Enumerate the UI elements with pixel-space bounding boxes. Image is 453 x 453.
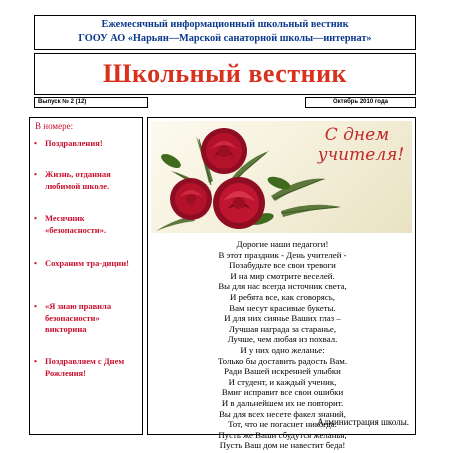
poem-line: Вам несут красивые букеты. <box>229 302 336 313</box>
issue-date: Октябрь 2010 года <box>305 97 416 108</box>
poem-line: Только бы доставить радость Вам. <box>217 355 348 366</box>
card-greeting-line-2: учителя! <box>317 145 405 165</box>
poem-line: Вы для всех несете факел знаний, <box>219 408 346 419</box>
toc-item-birthdays <box>34 356 140 379</box>
toc-item-label: Поздравляем с Днем Рожления! <box>45 356 125 378</box>
poem-line: Пусть Ваш дом не навестит беда! <box>219 440 346 451</box>
header-line-1: Ежемесячный информационный школьный вестник <box>101 19 349 30</box>
poem-line: Позабудьте все свои тревоги <box>229 260 336 271</box>
masthead <box>34 53 416 95</box>
toc-item-quiz <box>34 301 140 336</box>
header-line-2: ГООУ АО «Нарьян—Марской санаторной школы—интернат» <box>78 33 372 44</box>
toc-item-life <box>34 169 140 192</box>
poem-line: И для них сиянье Ваших глаз – <box>224 313 341 324</box>
teachers-day-card <box>151 121 412 233</box>
bullet-icon: • <box>34 301 37 311</box>
toc-item-label: «Я знаю правила безопасности» викторина <box>45 301 112 334</box>
poem-line: Ради Вашей искренней улыбки <box>224 366 341 377</box>
poem-line: Дорогие наши педагоги! <box>236 239 329 249</box>
poem-line: И в дальнейшем их не повторит. <box>221 397 344 408</box>
contents-heading: В номере: <box>35 121 74 131</box>
rose-bottom-right <box>213 177 265 229</box>
rose-bottom-left <box>170 178 212 220</box>
poem-line: И ребята все, как сговорясь, <box>230 291 335 302</box>
contents-sidebar <box>29 117 143 435</box>
toc-item-label: Сохраним тра-диции! <box>45 258 129 268</box>
poem-line: Тот, что не погаснет никогда. <box>228 419 337 430</box>
toc-item-traditions <box>34 258 140 270</box>
issue-number: Выпуск № 2 (12) <box>34 97 148 108</box>
newsletter-header <box>34 15 416 50</box>
toc-item-safety-month <box>34 213 140 236</box>
bullet-icon: • <box>34 213 37 223</box>
poem-line: И студент, и каждый ученик, <box>228 376 337 387</box>
rose-top <box>201 128 247 174</box>
toc-item-label: Жизнь, отданная любимой школе. <box>45 169 111 191</box>
toc-item-greetings <box>34 138 140 150</box>
poem-line: И на мир смотрите веселей. <box>230 270 335 281</box>
card-greeting-line-1: С днем <box>324 125 390 145</box>
newsletter-title: Школьный вестник <box>102 59 348 88</box>
bullet-icon: • <box>34 169 37 179</box>
signature: Администрация школы. <box>317 417 409 427</box>
poem-line: Вы для нас всегда источник света, <box>218 281 347 292</box>
toc-item-label: Поздравления! <box>45 138 103 148</box>
poem-line: Лучше, чем любая из похвал. <box>227 334 338 345</box>
main-article <box>147 117 416 451</box>
poem-line: В этот праздник - День учителей - <box>218 249 347 260</box>
bullet-icon: • <box>34 138 37 148</box>
card-greeting <box>301 125 412 165</box>
poem-line: Пусть же Ваши сбудутся желанья, <box>218 429 347 440</box>
poem-line: Лучшая награда за старанье, <box>228 323 337 334</box>
bullet-icon: • <box>34 258 37 268</box>
toc-item-label: Месячник «безопасности». <box>45 213 107 235</box>
bullet-icon: • <box>34 356 37 366</box>
poem-line: И у них одно желанье: <box>240 344 325 355</box>
poem-line: Вмиг исправит все свои ошибки <box>221 387 344 398</box>
